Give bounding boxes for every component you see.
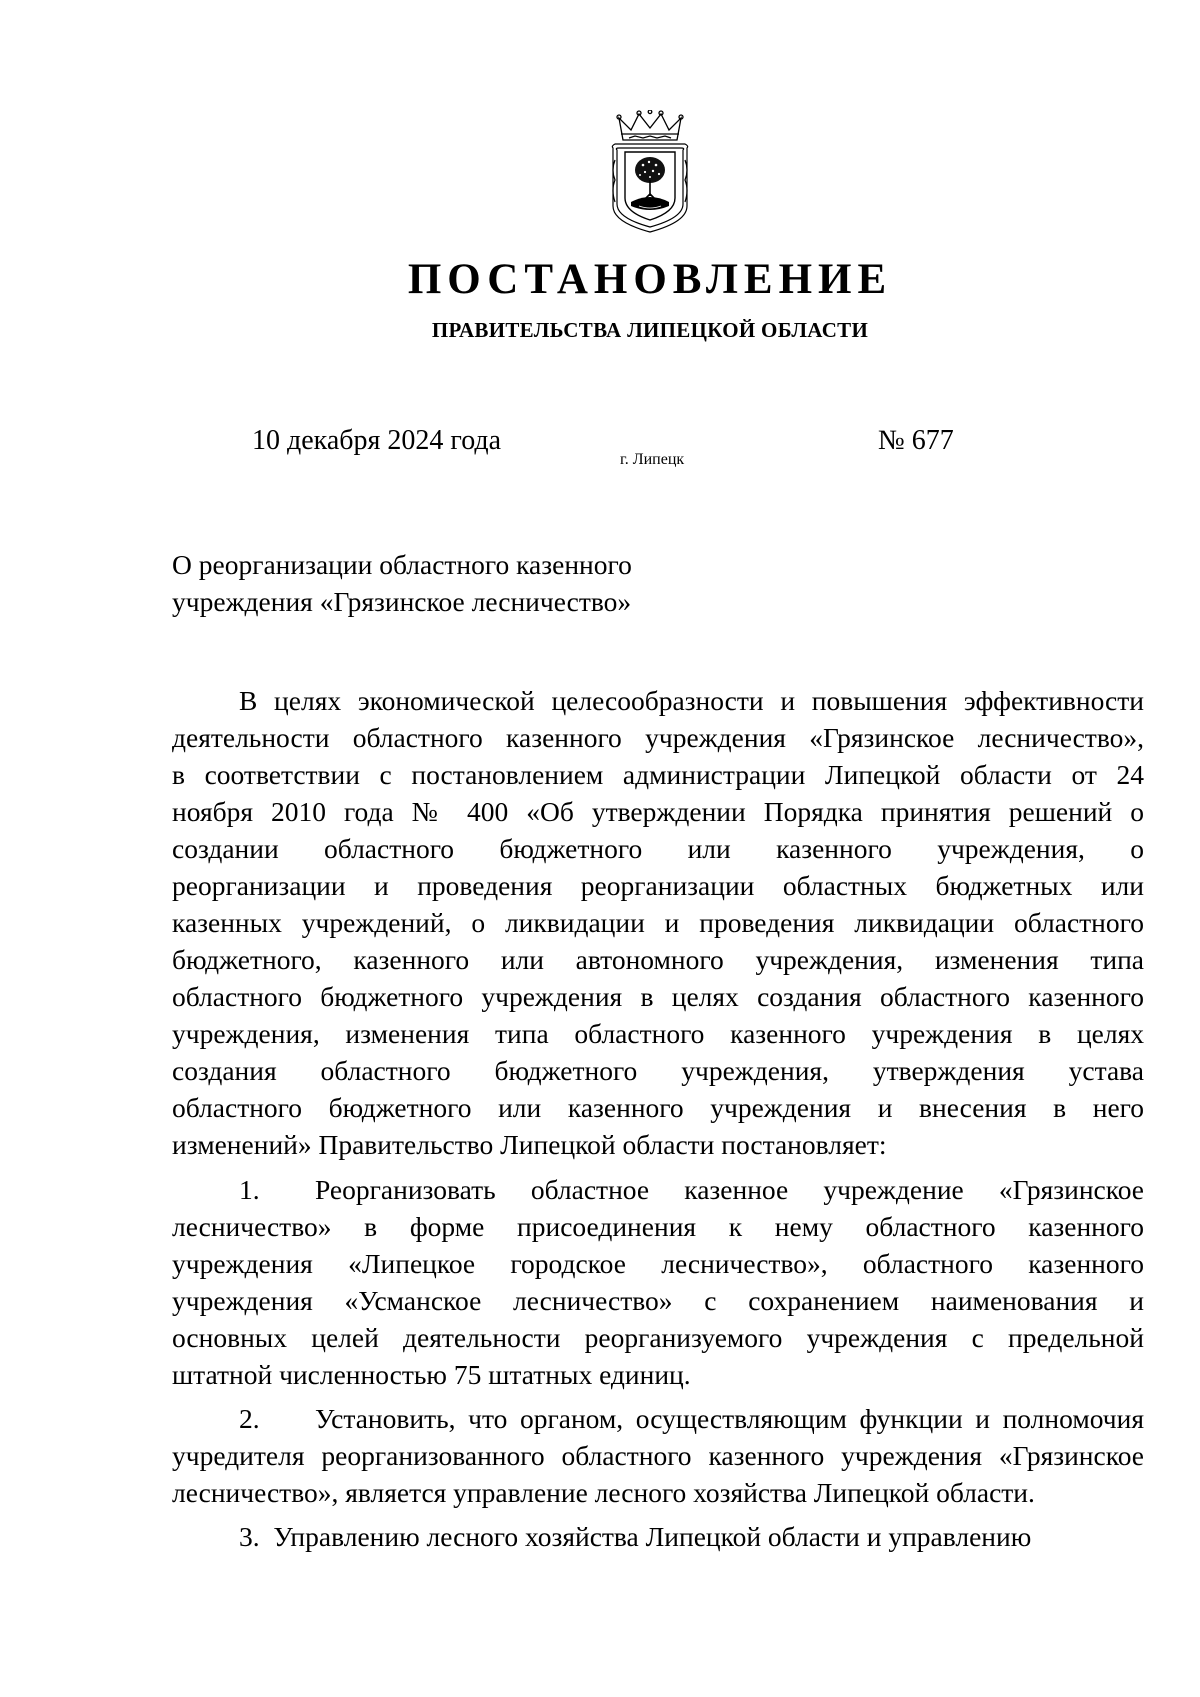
preamble-line: создания областного бюджетного учреждения, утверждения устава [172, 1055, 1144, 1086]
clause-line: учреждения «Липецкое городское лесничество», областного казенного [172, 1248, 1144, 1279]
clause-line: лесничество» в форме присоединения к нему областного казенного [172, 1211, 1144, 1242]
clause-text: Управлению лесного хозяйства Липецкой области и управлению [273, 1521, 1032, 1552]
preamble-line: областного бюджетного или казенного учреждения и внесения в него [172, 1092, 1144, 1123]
clause-text: Реорганизовать областное казенное учреждение «Грязинское [315, 1174, 1144, 1205]
clause-number: 1. [239, 1174, 260, 1205]
document-subject [172, 546, 632, 620]
clause-3-first-line [239, 1520, 1144, 1554]
preamble-line: учреждения, изменения типа областного казенного учреждения в целях [172, 1018, 1144, 1049]
document-place: г. Липецк [620, 451, 685, 468]
clause-1-first-line [239, 1173, 1144, 1207]
preamble-line: бюджетного, казенного или автономного учреждения, изменения типа [172, 944, 1144, 975]
clause-2-first-line [239, 1402, 1144, 1436]
preamble-line: казенных учреждений, о ликвидации и проведения ликвидации областного [172, 907, 1144, 938]
preamble-line: создании областного бюджетного или казенного учреждения, о [172, 833, 1144, 864]
preamble-line: реорганизации и проведения реорганизации областных бюджетных или [172, 870, 1144, 901]
preamble-line: областного бюджетного учреждения в целях создания областного казенного [172, 981, 1144, 1012]
preamble-line: В целях экономической целесообразности и повышения эффективности [239, 685, 1144, 716]
clause-line: лесничество», является управление лесного хозяйства Липецкой области. [172, 1477, 1035, 1508]
subject-line: О реорганизации областного казенного [172, 549, 632, 580]
document-date: 10 декабря 2024 года [252, 425, 502, 456]
document-number: № 677 [878, 425, 954, 456]
clause-line: штатной численностью 75 штатных единиц. [172, 1359, 691, 1390]
preamble-line: ноября 2010 года № 400 «Об утверждении Порядка принятия решений о [172, 796, 1144, 827]
clause-number: 3. [239, 1521, 260, 1552]
preamble-line: деятельности областного казенного учреждения «Грязинское лесничество», [172, 722, 1144, 753]
coat-of-arms-icon [609, 110, 691, 236]
clause-text: Установить, что органом, осуществляющим функции и полномочия [315, 1403, 1144, 1434]
preamble-line: в соответствии с постановлением администрации Липецкой области от 24 [172, 759, 1144, 790]
preamble-line: изменений» Правительство Липецкой области постановляет: [172, 1129, 887, 1160]
document-title: ПОСТАНОВЛЕНИЕ [407, 256, 893, 303]
clause-line: учредителя реорганизованного областного казенного учреждения «Грязинское [172, 1440, 1144, 1471]
clause-line: учреждения «Усманское лесничество» с сохранением наименования и [172, 1285, 1144, 1316]
clause-number: 2. [239, 1403, 260, 1434]
clause-line: основных целей деятельности реорганизуемого учреждения с предельной [172, 1322, 1144, 1353]
issuer-name: ПРАВИТЕЛЬСТВА ЛИПЕЦКОЙ ОБЛАСТИ [431, 318, 869, 342]
subject-line: учреждения «Грязинское лесничество» [172, 586, 632, 617]
